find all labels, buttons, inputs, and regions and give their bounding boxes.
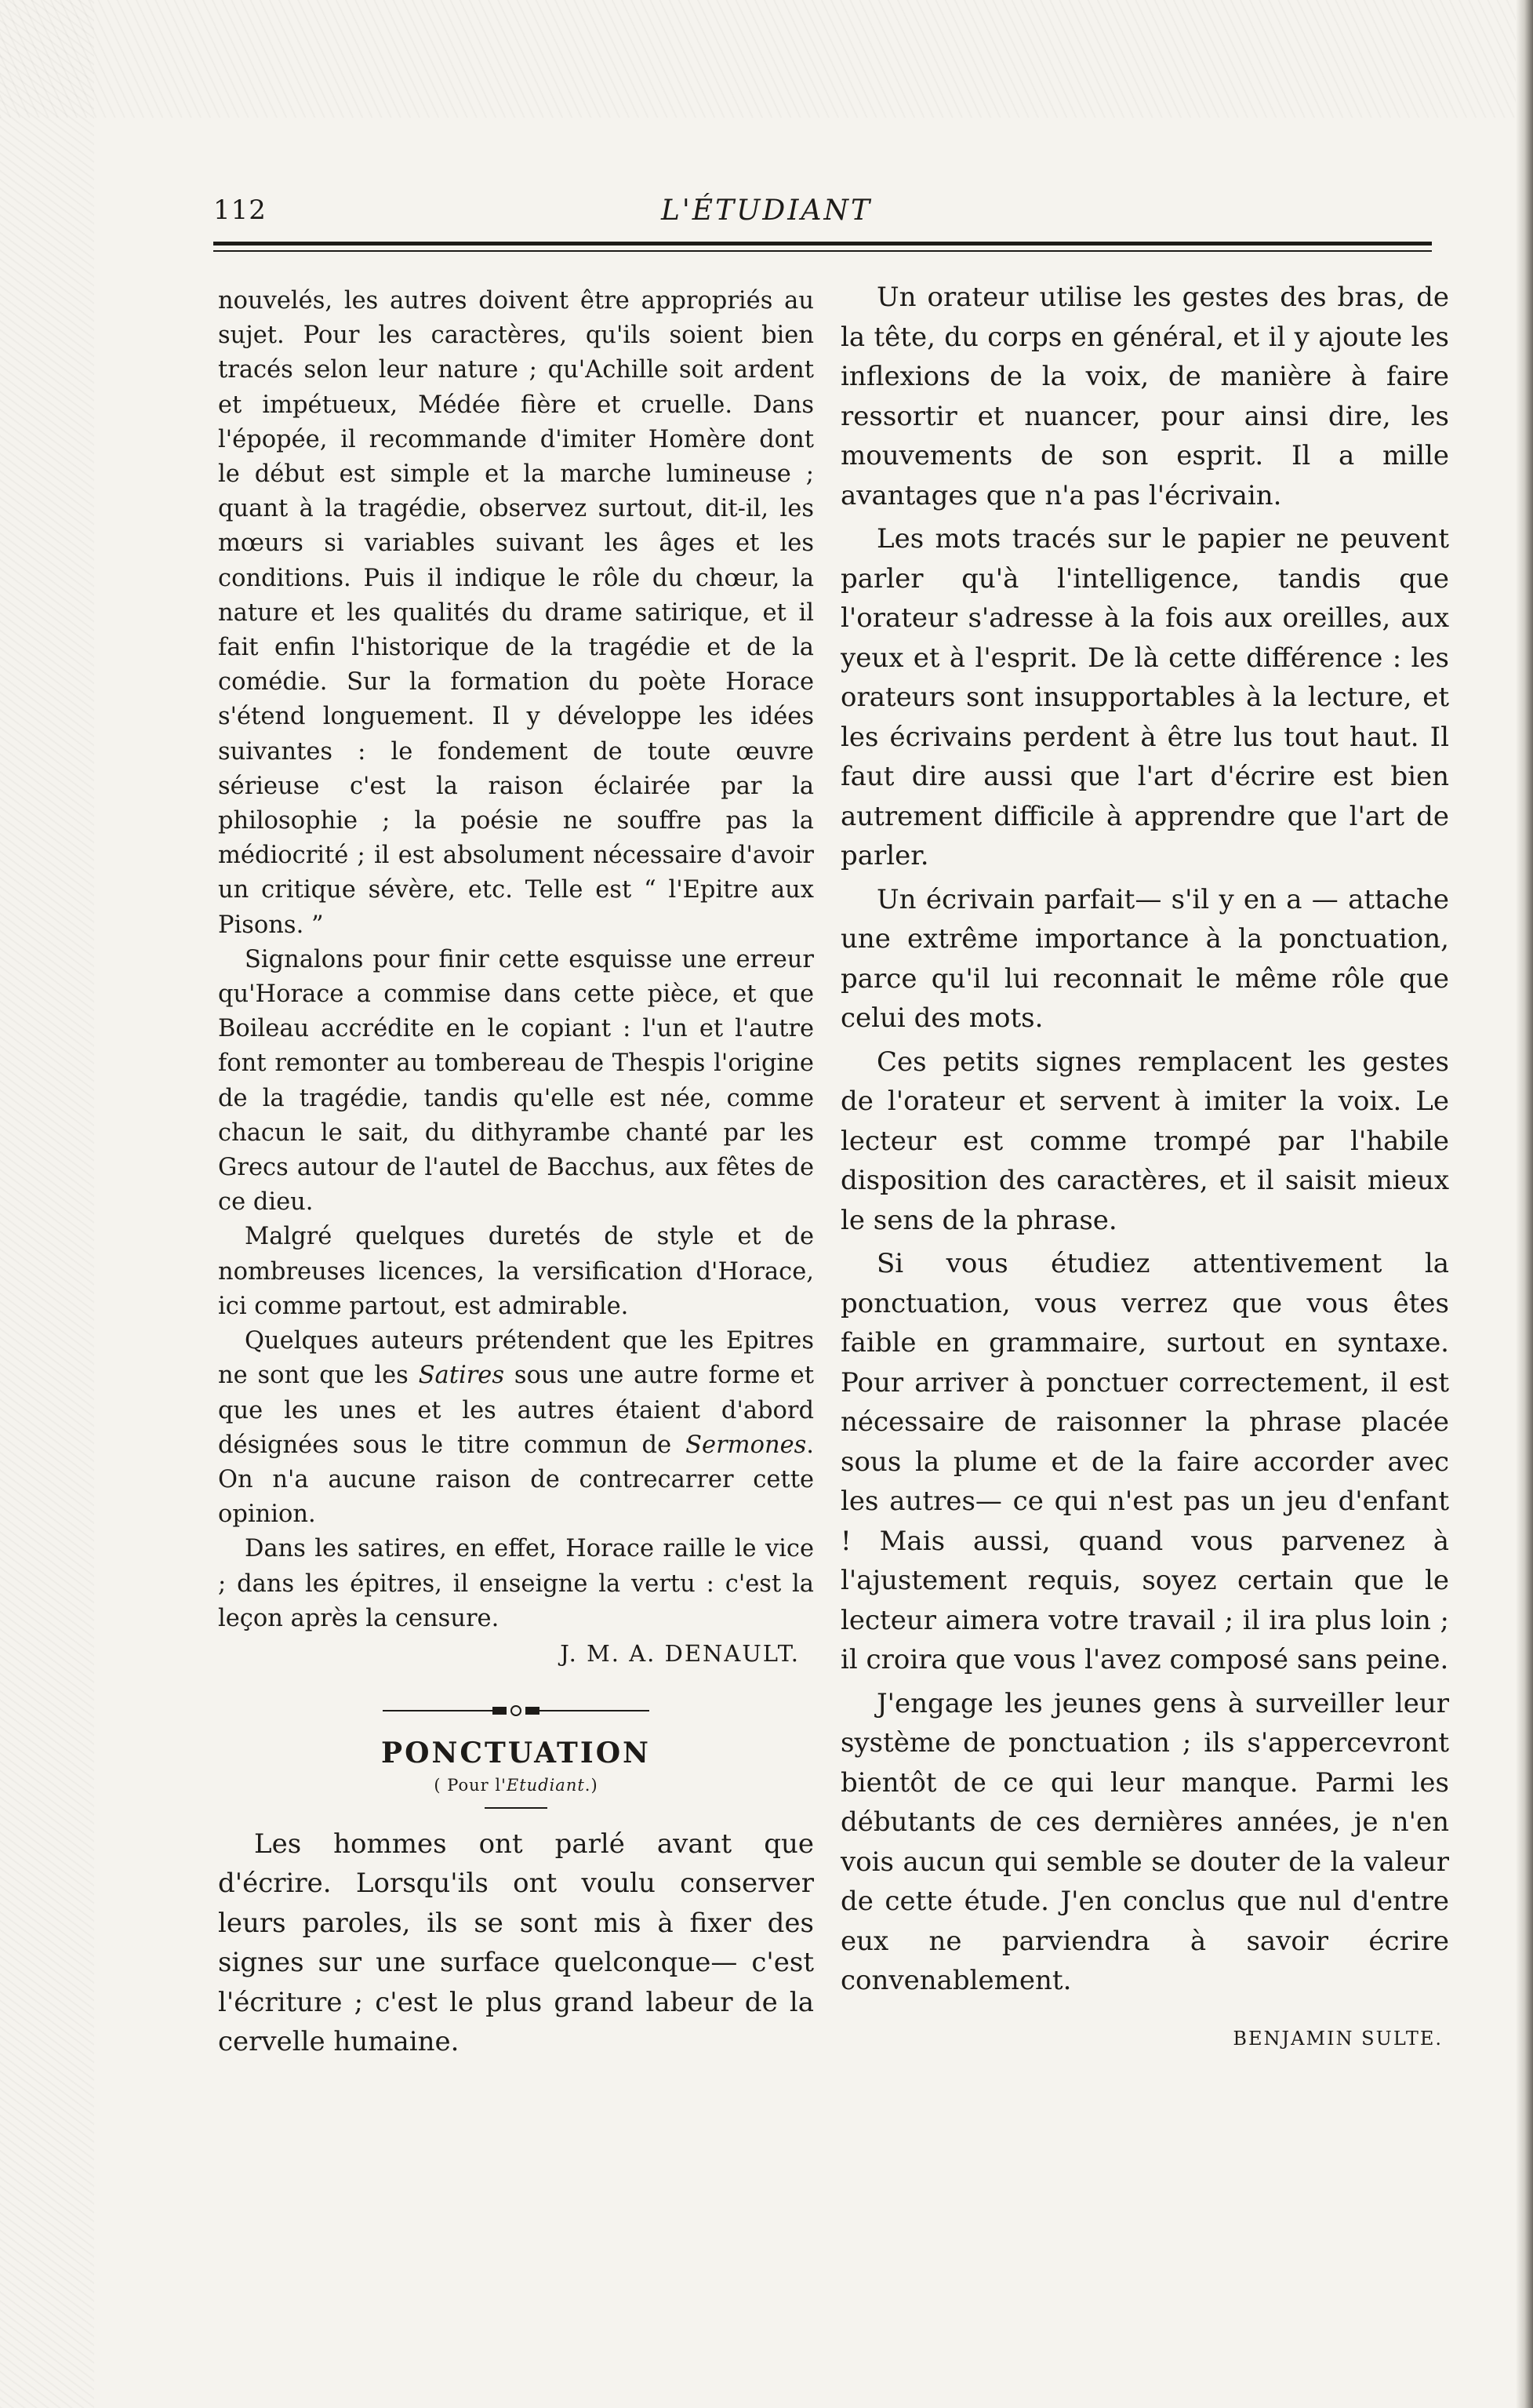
- horace-paragraph-1: nouvelés, les autres doivent être appropriés au sujet. Pour les caractères, qu'ils soient bien tracés selon leur nature ; qu'Achille soit ardent et impétueux, Médée fière et cruelle. Dans l'épopée, il recommande d'imiter Homère dont le début est simple et la marche lumineuse ; quant à la tragédie, observez surtout, dit-il, les mœurs si variables suivant les âges et les conditions. Puis il indique le rôle du chœur, la nature et les qualités du drame satirique, et il fait enfin l'historique de la tragédie et de la comédie. Sur la formation du poète Horace s'étend longuement. Il y développe les idées suivantes : le fondement de toute œuvre sérieuse c'est la raison éclairée par la philosophie ; la poésie ne souffre pas la médiocrité ; il est absolument nécessaire d'avoir un critique sévère, etc. Telle est “ l'Epitre aux Pisons. ”: [218, 287, 814, 939]
- article-subtitle: [218, 1776, 814, 1795]
- paragraph-4-part-1: Quelques auteurs prétendent que les Epitres ne sont que les: [218, 1327, 814, 1390]
- ponctuation-paragraph-5: Si vous étudiez attentivement la ponctuation, vous verrez que vous êtes faible en grammaire, surtout en syntaxe. Pour arriver à ponctuer correctement, il est nécessaire de raisonner la phrase placée sous la plume et de la faire accorder avec les autres— ce qui n'est pas un jeu d'enfant ! Mais aussi, quand vous parvenez à l'ajustement requis, soyez certain que le lecteur aimera votre travail ; il ira plus loin ; il croira que vous l'avez composé sans peine.: [841, 1248, 1449, 1675]
- page-number: 112: [213, 195, 267, 226]
- author-signature-denault: J. M. A. DENAULT.: [560, 1639, 800, 1667]
- left-column: [218, 284, 814, 2062]
- subtitle-prefix: ( Pour l': [434, 1775, 507, 1795]
- ponctuation-paragraph-6: J'engage les jeunes gens à surveiller leur système de ponctuation ; ils s'appercevront bientôt de ce qui leur manque. Parmi les débutants de ces dernières années, je n'en vois aucun qui semble se douter de la valeur de cette étude. J'en conclus que nul d'entre eux ne parviendra à savoir écrire convenablement.: [841, 1687, 1449, 1996]
- ponctuation-paragraph-2: Les mots tracés sur le papier ne peuvent parler qu'à l'intelligence, tandis que l'orateur s'adresse à la fois aux oreilles, aux yeux et à l'esprit. De là cette différence : les orateurs sont insupportables à la lecture, et les écrivains perdent à être lus tout haut. Il faut dire aussi que l'art d'écrire est bien autrement difficile à apprendre que l'art de parler.: [841, 523, 1449, 871]
- header-rule-thin: [213, 250, 1432, 252]
- paragraph-4-part-2: sous une autre forme et que les unes et les autres étaient d'abord désignées sous le titre commun de: [218, 1362, 815, 1459]
- right-column: [841, 278, 1449, 2050]
- sermones-title: Sermones: [685, 1431, 807, 1459]
- satires-title: Satires: [418, 1362, 504, 1390]
- horace-paragraph-5: Dans les satires, en effet, Horace raille le vice ; dans les épitres, il enseigne la vertu : c'est la leçon après la censure.: [218, 1535, 814, 1632]
- title-rule: [485, 1807, 547, 1809]
- ponctuation-opening-paragraph: Les hommes ont parlé avant que d'écrire. Lorsqu'ils ont voulu conserver leurs paroles, ils se sont mis à fixer des signes sur une surface quelconque— c'est l'écriture ; c'est le plus grand labeur de la cervelle humaine.: [218, 1828, 814, 2058]
- subtitle-suffix: .): [584, 1775, 598, 1795]
- ponctuation-paragraph-4: Ces petits signes remplacent les gestes de l'orateur et servent à imiter la voix. Le lecteur est comme trompé par l'habile disposition des caractères, et il saisit mieux le sens de la phrase.: [841, 1046, 1449, 1236]
- page-edge-shadow: [1516, 0, 1533, 2408]
- horace-paragraph-4: [218, 1324, 814, 1532]
- ponctuation-paragraph-1: Un orateur utilise les gestes des bras, de la tête, du corps en général, et il y ajoute les inflexions de la voix, de manière à faire ressortir et nuancer, pour ainsi dire, les mouvements de son esprit. Il a mille avantages que n'a pas l'écrivain.: [841, 282, 1449, 511]
- subtitle-journal: Etudiant: [506, 1775, 585, 1795]
- horace-paragraph-2: Signalons pour finir cette esquisse une erreur qu'Horace a commise dans cette pièce, et que Boileau accrédite en le copiant : l'un et l'autre font remonter au tombereau de Thespis l'origine de la tragédie, tandis qu'elle est née, comme chacun le sait, du dithyrambe chanté par les Grecs autour de l'autel de Bacchus, aux fêtes de ce dieu.: [218, 945, 814, 1217]
- page-speckle-top: [0, 0, 1533, 118]
- running-title: L'ÉTUDIANT: [660, 195, 873, 227]
- author-signature-sulte: BENJAMIN SULTE.: [1233, 2027, 1443, 2050]
- article-title: PONCTUATION: [381, 1736, 651, 1770]
- ponctuation-paragraph-3: Un écrivain parfait— s'il y en a — attache une extrême importance à la ponctuation, parce qu'il lui reconnait le même rôle que celui des mots.: [841, 883, 1449, 1034]
- paragraph-4-part-3: . On n'a aucune raison de contrecarrer cette opinion.: [218, 1431, 814, 1529]
- ornament-divider: [375, 1702, 657, 1719]
- header-rule-thick: [213, 242, 1432, 246]
- page-speckle-left: [0, 0, 94, 2408]
- horace-paragraph-3: Malgré quelques duretés de style et de nombreuses licences, la versification d'Horace, ici comme partout, est admirable.: [218, 1223, 814, 1320]
